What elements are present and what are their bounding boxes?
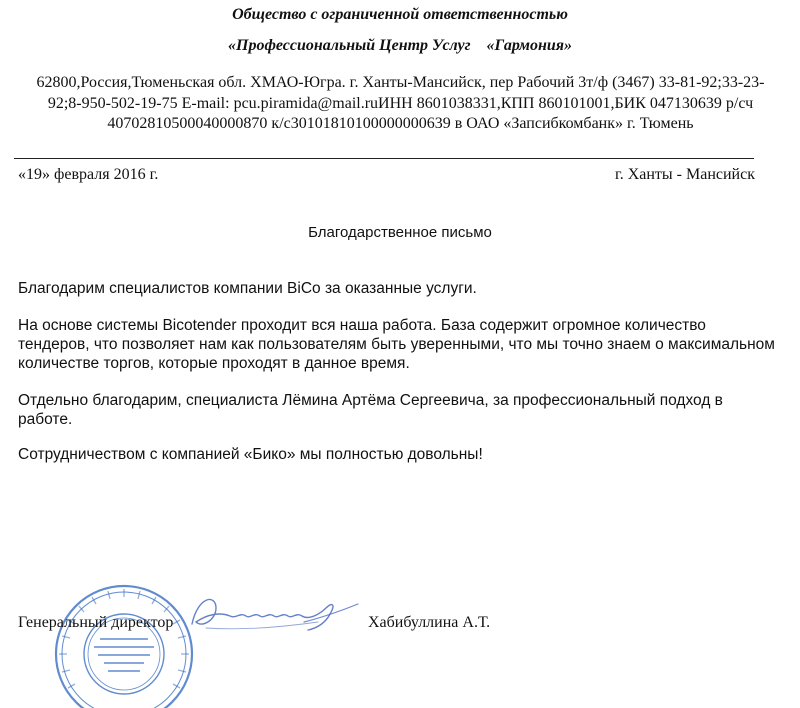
letter-city: г. Ханты - Мансийск	[614, 166, 755, 183]
letterhead-org-line2: «Профессиональный Центр Услуг «Гармония»	[228, 37, 572, 54]
company-stamp	[48, 578, 200, 708]
letter-paragraph-2: На основе системы Bicotender проходит вся наша работа. База содержит огромное количество тендеров, что позволяет нам как пользователям быть уверенными, что мы точно знаем о максимальном количестве торгов, которые проходят в данное время.	[18, 317, 775, 372]
letterhead-org-line1: Общество с ограниченной ответственностью	[232, 6, 568, 23]
letter-paragraph-1: Благодарим специалистов компании BiCo за оказанные услуги.	[18, 280, 477, 297]
letter-date: «19» февраля 2016 г.	[18, 166, 159, 183]
letterhead-requisites: 62800,Россия,Тюменьская обл. ХМАО-Югра. г. Ханты-Мансийск, пер Рабочий 3т/ф (3467) 33-81-92;33-23-92;8-950-502-19-75 E-mail: pcu.piramida@mail.ruИНН 8601038331,КПП 860101001,БИК 047130639 р/сч 40702810500040000870 к/с30101810100000000639 в ОАО «Запсибкомбанк» г. Тюмень	[36, 74, 765, 132]
signature-role: Генеральный директор	[18, 614, 174, 631]
letter-paragraph-3: Отдельно благодарим, специалиста Лёмина Артёма Сергеевича, за профессиональный подход в работе.	[18, 392, 723, 428]
letter-paragraph-4: Сотрудничеством с компанией «Бико» мы полностью довольны!	[18, 446, 483, 463]
header-divider	[14, 158, 754, 159]
director-signature	[186, 588, 362, 642]
signature-name: Хабибуллина А.Т.	[368, 614, 491, 631]
letter-title: Благодарственное письмо	[308, 224, 492, 241]
